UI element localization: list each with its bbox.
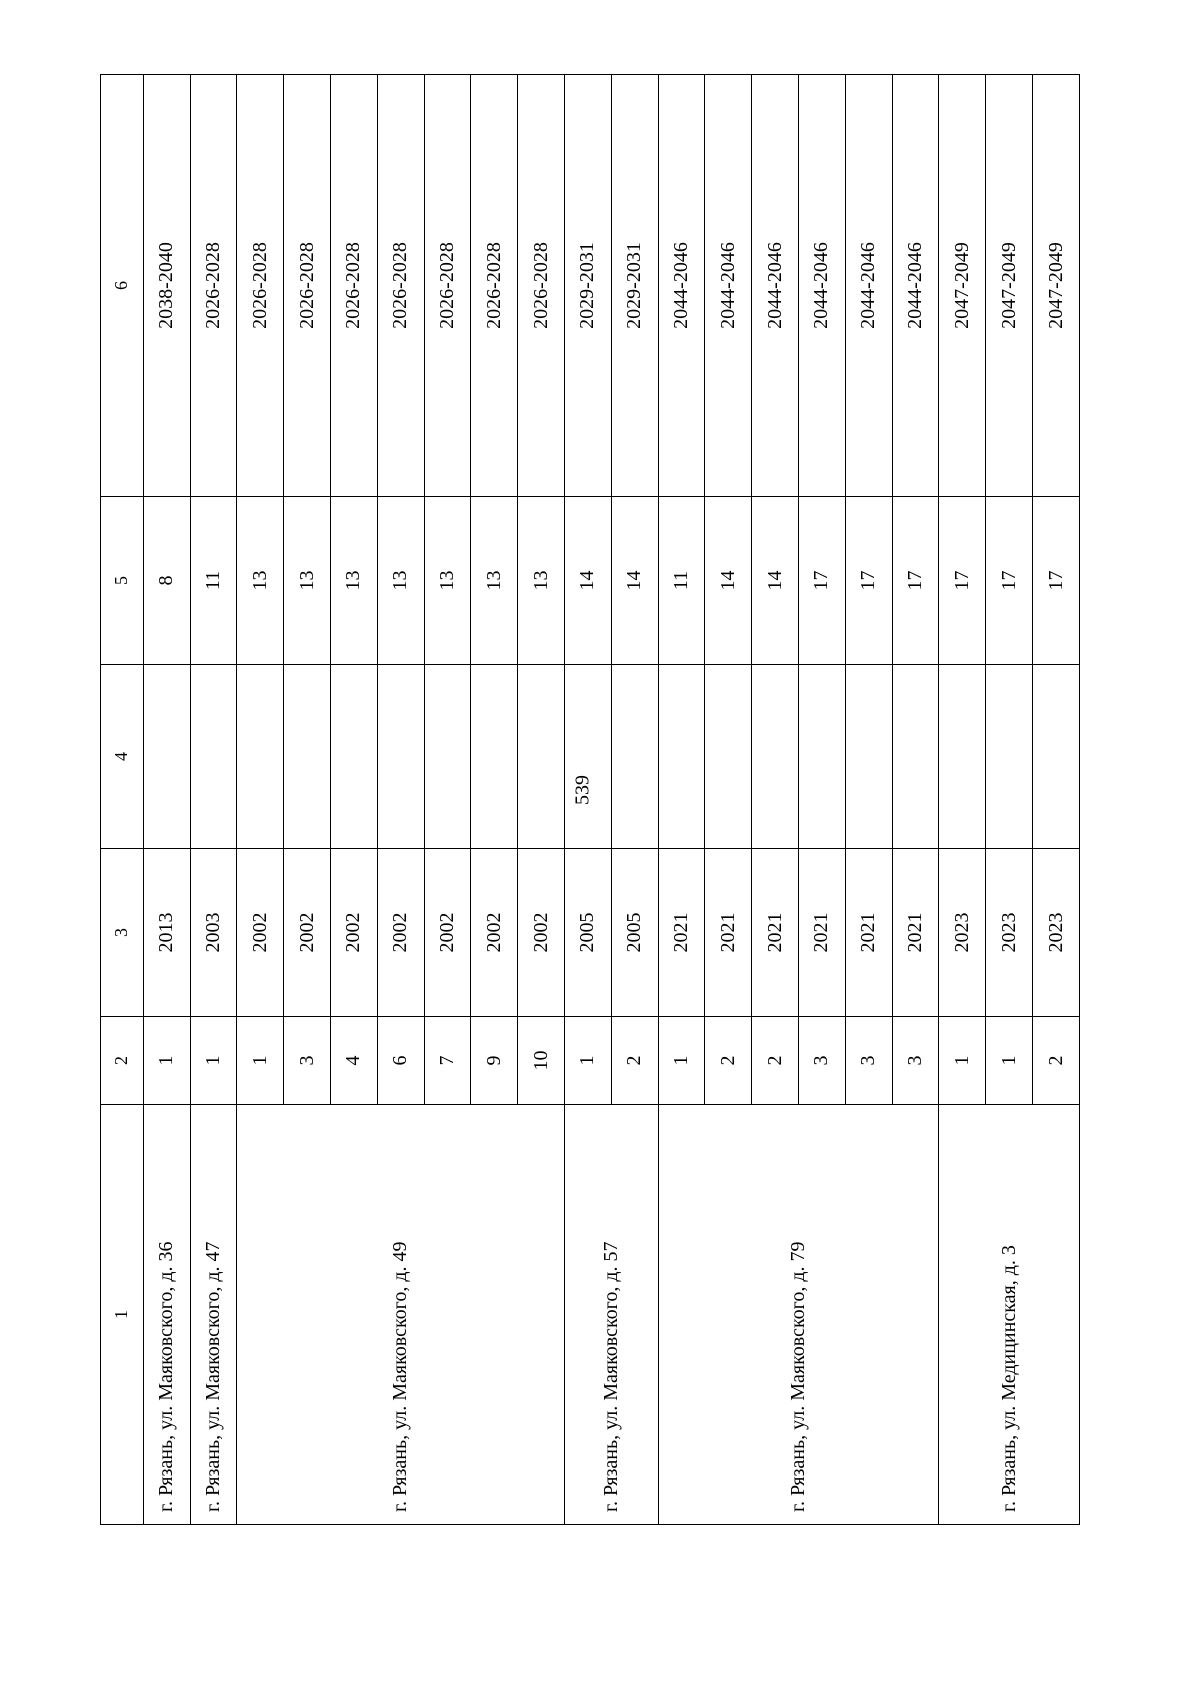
cell-c3: 2002 bbox=[471, 849, 518, 1017]
table-row bbox=[939, 75, 986, 1525]
cell-c6: 2044-2046 bbox=[845, 75, 892, 497]
cell-c4 bbox=[939, 665, 986, 849]
cell-c6: 2026-2028 bbox=[237, 75, 284, 497]
cell-c4 bbox=[752, 665, 799, 849]
cell-c6: 2026-2028 bbox=[190, 75, 237, 497]
cell-c5: 14 bbox=[565, 497, 612, 665]
cell-c3: 2021 bbox=[845, 849, 892, 1017]
cell-c3: 2021 bbox=[892, 849, 939, 1017]
cell-c6: 2029-2031 bbox=[565, 75, 612, 497]
cell-c5: 17 bbox=[799, 497, 846, 665]
header-cell: 2 bbox=[101, 1017, 144, 1105]
cell-c4 bbox=[190, 665, 237, 849]
cell-c5: 17 bbox=[845, 497, 892, 665]
header-cell: 5 bbox=[101, 497, 144, 665]
cell-c6: 2026-2028 bbox=[424, 75, 471, 497]
cell-c3: 2002 bbox=[331, 849, 378, 1017]
cell-c3: 2023 bbox=[986, 849, 1033, 1017]
cell-c2: 3 bbox=[284, 1017, 331, 1105]
cell-c6: 2047-2049 bbox=[986, 75, 1033, 497]
cell-c5: 14 bbox=[611, 497, 658, 665]
table-row bbox=[237, 75, 284, 1525]
cell-c2: 1 bbox=[939, 1017, 986, 1105]
cell-c4 bbox=[424, 665, 471, 849]
cell-c3: 2021 bbox=[705, 849, 752, 1017]
cell-c4 bbox=[658, 665, 705, 849]
cell-c2: 1 bbox=[658, 1017, 705, 1105]
cell-c2: 3 bbox=[892, 1017, 939, 1105]
cell-c3: 2021 bbox=[658, 849, 705, 1017]
cell-c3: 2002 bbox=[237, 849, 284, 1017]
cell-c6: 2026-2028 bbox=[377, 75, 424, 497]
header-cell: 4 bbox=[101, 665, 144, 849]
cell-c2: 1 bbox=[986, 1017, 1033, 1105]
cell-c3: 2023 bbox=[1033, 849, 1080, 1017]
cell-c2: 2 bbox=[611, 1017, 658, 1105]
cell-c2: 3 bbox=[799, 1017, 846, 1105]
cell-c4 bbox=[845, 665, 892, 849]
cell-c2: 1 bbox=[565, 1017, 612, 1105]
cell-c4 bbox=[518, 665, 565, 849]
cell-c5: 17 bbox=[986, 497, 1033, 665]
cell-c6: 2047-2049 bbox=[939, 75, 986, 497]
cell-c6: 2026-2028 bbox=[518, 75, 565, 497]
cell-c2: 6 bbox=[377, 1017, 424, 1105]
cell-c6: 2044-2046 bbox=[892, 75, 939, 497]
address-cell: г. Рязань, ул. Маяковского, д. 49 bbox=[237, 1105, 565, 1525]
cell-c5: 13 bbox=[518, 497, 565, 665]
table-row bbox=[658, 75, 705, 1525]
cell-c5: 8 bbox=[143, 497, 190, 665]
cell-c4 bbox=[986, 665, 1033, 849]
cell-c3: 2021 bbox=[752, 849, 799, 1017]
address-cell: г. Рязань, ул. Маяковского, д. 47 bbox=[190, 1105, 237, 1525]
cell-c4 bbox=[1033, 665, 1080, 849]
cell-c5: 14 bbox=[752, 497, 799, 665]
cell-c6: 2044-2046 bbox=[799, 75, 846, 497]
cell-c5: 11 bbox=[658, 497, 705, 665]
cell-c5: 13 bbox=[471, 497, 518, 665]
cell-c4 bbox=[611, 665, 658, 849]
cell-c2: 2 bbox=[705, 1017, 752, 1105]
cell-c5: 17 bbox=[939, 497, 986, 665]
cell-c3: 2021 bbox=[799, 849, 846, 1017]
table-frame bbox=[100, 75, 1080, 1525]
cell-c3: 2002 bbox=[424, 849, 471, 1017]
cell-c5: 13 bbox=[331, 497, 378, 665]
header-cell: 1 bbox=[101, 1105, 144, 1525]
cell-c5: 17 bbox=[892, 497, 939, 665]
cell-c2: 7 bbox=[424, 1017, 471, 1105]
cell-c6: 2044-2046 bbox=[658, 75, 705, 497]
header-cell: 3 bbox=[101, 849, 144, 1017]
table-rotated bbox=[100, 75, 1080, 1525]
cell-c3: 2005 bbox=[611, 849, 658, 1017]
cell-c3: 2002 bbox=[377, 849, 424, 1017]
cell-c4 bbox=[565, 665, 612, 849]
cell-c5: 17 bbox=[1033, 497, 1080, 665]
table-row bbox=[190, 75, 237, 1525]
cell-c3: 2023 bbox=[939, 849, 986, 1017]
cell-c4 bbox=[799, 665, 846, 849]
cell-c6: 2026-2028 bbox=[471, 75, 518, 497]
header-cell: 6 bbox=[101, 75, 144, 497]
address-cell: г. Рязань, ул. Маяковского, д. 36 bbox=[143, 1105, 190, 1525]
cell-c5: 13 bbox=[237, 497, 284, 665]
cell-c5: 13 bbox=[424, 497, 471, 665]
cell-c4 bbox=[705, 665, 752, 849]
cell-c5: 13 bbox=[377, 497, 424, 665]
cell-c2: 1 bbox=[237, 1017, 284, 1105]
table-row bbox=[565, 75, 612, 1525]
cell-c3: 2002 bbox=[284, 849, 331, 1017]
cell-c2: 3 bbox=[845, 1017, 892, 1105]
cell-c4 bbox=[377, 665, 424, 849]
cell-c6: 2038-2040 bbox=[143, 75, 190, 497]
address-cell: г. Рязань, ул. Медицинская, д. 3 bbox=[939, 1105, 1080, 1525]
cell-c2: 1 bbox=[190, 1017, 237, 1105]
schedule-table bbox=[100, 74, 1080, 1525]
table-row bbox=[143, 75, 190, 1525]
cell-c2: 9 bbox=[471, 1017, 518, 1105]
cell-c3: 2002 bbox=[518, 849, 565, 1017]
cell-c6: 2047-2049 bbox=[1033, 75, 1080, 497]
page-number: 539 bbox=[571, 775, 594, 805]
cell-c6: 2044-2046 bbox=[752, 75, 799, 497]
cell-c4 bbox=[237, 665, 284, 849]
cell-c4 bbox=[331, 665, 378, 849]
cell-c5: 11 bbox=[190, 497, 237, 665]
cell-c3: 2005 bbox=[565, 849, 612, 1017]
cell-c4 bbox=[471, 665, 518, 849]
table-body bbox=[101, 75, 1080, 1525]
cell-c6: 2026-2028 bbox=[331, 75, 378, 497]
table-header-row bbox=[101, 75, 144, 1525]
cell-c5: 14 bbox=[705, 497, 752, 665]
cell-c5: 13 bbox=[284, 497, 331, 665]
cell-c2: 2 bbox=[1033, 1017, 1080, 1105]
cell-c2: 1 bbox=[143, 1017, 190, 1105]
cell-c3: 2013 bbox=[143, 849, 190, 1017]
cell-c2: 10 bbox=[518, 1017, 565, 1105]
cell-c4 bbox=[143, 665, 190, 849]
cell-c2: 2 bbox=[752, 1017, 799, 1105]
cell-c6: 2026-2028 bbox=[284, 75, 331, 497]
cell-c2: 4 bbox=[331, 1017, 378, 1105]
address-cell: г. Рязань, ул. Маяковского, д. 57 bbox=[565, 1105, 659, 1525]
address-cell: г. Рязань, ул. Маяковского, д. 79 bbox=[658, 1105, 939, 1525]
cell-c6: 2029-2031 bbox=[611, 75, 658, 497]
cell-c6: 2044-2046 bbox=[705, 75, 752, 497]
cell-c4 bbox=[892, 665, 939, 849]
cell-c4 bbox=[284, 665, 331, 849]
cell-c3: 2003 bbox=[190, 849, 237, 1017]
